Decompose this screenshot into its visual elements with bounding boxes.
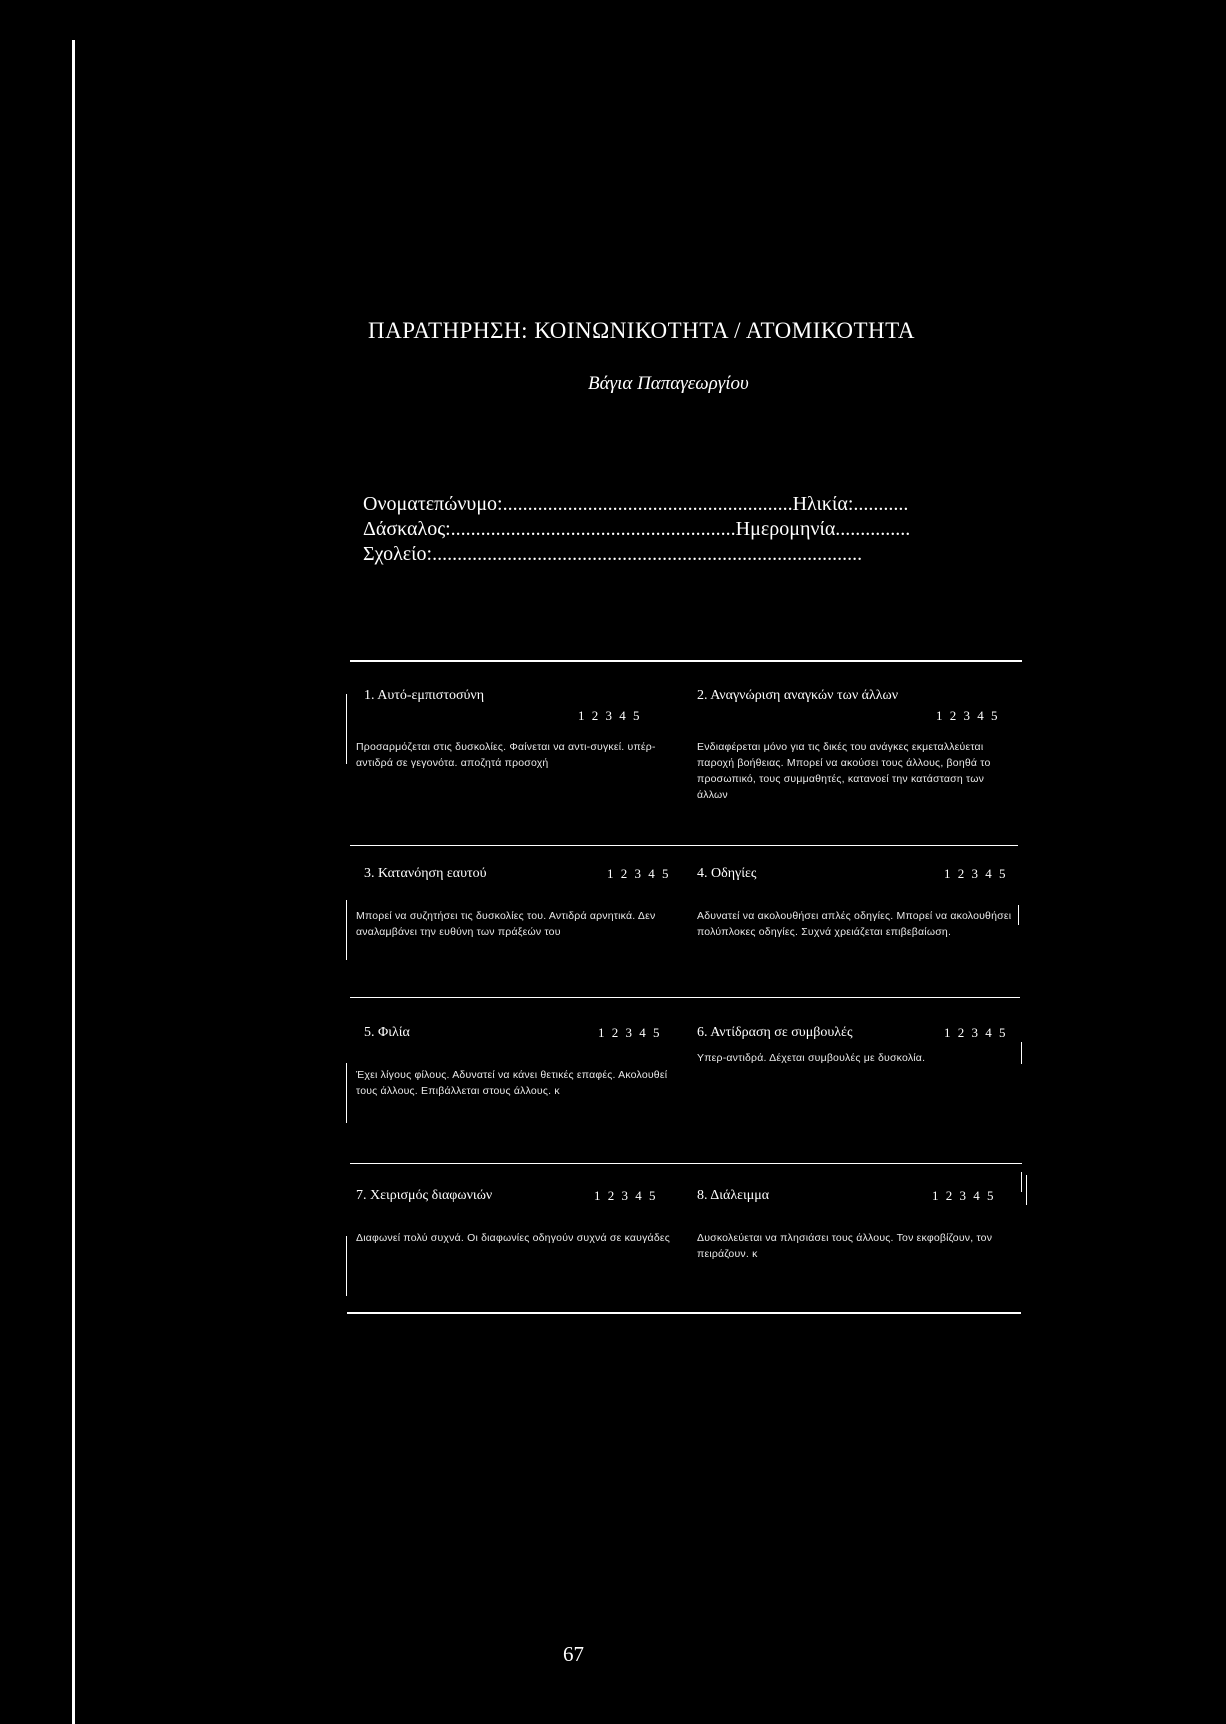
section-7-scale: 1 2 3 4 5 — [594, 1188, 658, 1203]
section-1-title: 1. Αυτό-εμπιστοσύνη — [364, 688, 485, 703]
left-edge-tick-4 — [346, 1236, 347, 1296]
row-divider-3 — [350, 1163, 1022, 1164]
page-title: ΠΑΡΑΤΗΡΗΣΗ: ΚΟΙΝΩΝΙΚΟΤΗΤΑ / ΑΤΟΜΙΚΟΤΗΤΑ — [368, 318, 915, 343]
section-2-scale: 1 2 3 4 5 — [936, 708, 1000, 723]
section-5-text: Έχει λίγους φίλους. Αδυνατεί να κάνει θετικές επαφές. Ακολουθεί τους άλλους. Επιβάλλεται στους άλλους. κ — [356, 1069, 668, 1097]
left-edge-tick-1 — [346, 694, 347, 764]
section-5-scale: 1 2 3 4 5 — [598, 1025, 662, 1040]
section-6-title: 6. Αντίδραση σε συμβουλές — [697, 1025, 853, 1040]
section-3-text: Μπορεί να συζητήσει τις δυσκολίες του. Αντιδρά αρνητικά. Δεν αναλαμβάνει την ευθύνη των πράξεών του — [356, 910, 656, 938]
right-edge-tick-4 — [1026, 1175, 1027, 1205]
section-2-text: Ενδιαφέρεται μόνο για τις δικές του ανάγκες εκμεταλλεύεται παροχή βοήθειας. Μπορεί να ακούσει τους άλλους, βοηθά το προσωπικό, τους συμμαθητές, κατανοεί την κατάσταση των άλλων — [697, 741, 991, 801]
right-edge-tick-1 — [1018, 905, 1019, 925]
section-8-scale: 1 2 3 4 5 — [932, 1188, 996, 1203]
section-6-text: Υπερ-αντιδρά. Δέχεται συμβουλές με δυσκολία. — [697, 1052, 926, 1064]
section-6-scale: 1 2 3 4 5 — [944, 1025, 1008, 1040]
section-5-title: 5. Φιλία — [364, 1025, 410, 1040]
section-4-scale: 1 2 3 4 5 — [944, 866, 1008, 881]
school-field: Σχολείο:...................................................................................... — [363, 543, 863, 565]
section-2-title: 2. Αναγνώριση αναγκών των άλλων — [697, 688, 899, 703]
table-top-rule — [350, 660, 1022, 662]
section-8-text: Δυσκολεύεται να πλησιάσει τους άλλους. Τον εκφοβίζουν, τον πειράζουν. κ — [697, 1232, 993, 1260]
right-edge-tick-2 — [1021, 1042, 1022, 1064]
name-age-field: Ονοματεπώνυμο:..........................................................Ηλικία:........... — [363, 493, 909, 515]
section-4-title: 4. Οδηγίες — [697, 866, 757, 881]
left-edge-tick-3 — [346, 1063, 347, 1123]
section-7-text: Διαφωνεί πολύ συχνά. Οι διαφωνίες οδηγούν συχνά σε καυγάδες — [356, 1232, 671, 1244]
table-bottom-rule — [347, 1312, 1021, 1314]
section-8-title: 8. Διάλειμμα — [697, 1188, 770, 1203]
section-3-title: 3. Κατανόηση εαυτού — [364, 866, 487, 881]
section-1-text: Προσαρμόζεται στις δυσκολίες. Φαίνεται να αντι-συγκεί. υπέρ-αντιδρά σε γεγονότα. αποζητά προσοχή — [356, 741, 656, 769]
right-edge-tick-3 — [1021, 1172, 1022, 1192]
page-number: 67 — [563, 1642, 584, 1666]
row-divider-2 — [350, 997, 1020, 998]
author-name: Βάγια Παπαγεωργίου — [588, 373, 749, 394]
section-3-scale: 1 2 3 4 5 — [607, 866, 671, 881]
section-4-text: Αδυνατεί να ακολουθήσει απλές οδηγίες. Μπορεί να ακολουθήσει πολύπλοκες οδηγίες. Συχνά χρειάζεται επιβεβαίωση. — [697, 910, 1012, 938]
section-1-scale: 1 2 3 4 5 — [578, 708, 642, 723]
row-divider-1 — [350, 845, 1018, 846]
section-7-title: 7. Χειρισμός διαφωνιών — [356, 1188, 493, 1203]
page-margin-line — [72, 40, 75, 1724]
left-edge-tick-2 — [346, 900, 347, 960]
teacher-date-field: Δάσκαλος:.........................................................Ημερομηνία............... — [363, 518, 911, 540]
